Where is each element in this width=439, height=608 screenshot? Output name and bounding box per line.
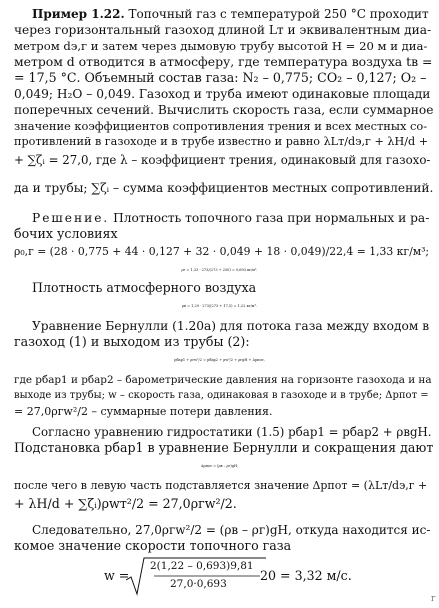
solution-line-1: Решение. Плотность топочного газа при нормальных и ра- (32, 211, 430, 225)
solution-line-4: Уравнение Бернулли (1.20а) для потока газа между входом в (32, 319, 430, 333)
example-line-11: да и трубы; ∑ζᵢ – сумма коэффициентов местных сопротивлений. (14, 181, 434, 195)
velocity-numerator: 2(1,22 – 0,693)9,81 (150, 560, 254, 572)
example-line-8: значение коэффициентов сопротивления трения и всех местных со- (14, 119, 428, 133)
solution-line-3: Плотность атмосферного воздуха (32, 280, 257, 295)
solution-label: Решение. (32, 211, 110, 225)
example-line-10: + ∑ζᵢ = 27,0, где λ – коэффициент трения, одинаковый для газохо- (14, 153, 431, 167)
solution-line-8: = 27,0ρгw²/2 – суммарные потери давления. (14, 405, 273, 418)
example-line-1: Пример 1.22. Топочный газ с температурой 250 °С проходит (32, 7, 429, 21)
example-line-3: метром dэ,г и затем через дымовую трубу высотой H = 20 м и диа- (14, 39, 428, 53)
solution-line-10: Подстановка pбар1 в уравнение Бернулли и сокращения дают (14, 440, 434, 455)
example-line-7: поперечных сечений. Вычислить скорость газа, если суммарное (14, 103, 434, 117)
solution-line-11: после чего в левую часть подставляется значение Δpпот = (λLт/dэ,г + (14, 479, 428, 492)
equation-pressure-loss: Δpпот = (ρв – ρг)gH, (200, 464, 239, 468)
example-line-9: противлений в газоходе и в трубе известно и равно λLт/dэ,г + λH/d + (14, 135, 429, 148)
solution-line-7: выходе из трубы; w – скорость газа, одинаковая в газоходе и в трубе; Δpпот = (14, 390, 429, 401)
equation-gas-density-normal: ρ₀,г = (28 · 0,775 + 44 · 0,127 + 32 · 0,049 + 18 · 0,049)/22,4 = 1,33 кг/м³; (14, 245, 430, 258)
velocity-lhs: w = (104, 568, 130, 583)
equation-gas-density-working: ρг = 1,33 · 273/(273 + 250) = 0,693 кг/м³. (181, 268, 258, 272)
equation-velocity (104, 556, 352, 596)
example-line-5: = 17,5 °С. Объемный состав газа: N₂ – 0,775; CO₂ – 0,127; O₂ – (14, 70, 427, 85)
equation-bernoulli: pбар1 + ρгw²/2 = pбар2 + ρw²/2 + ρгgH + Δpпот, (174, 358, 265, 362)
solution-line-5: газоход (1) и выходом из трубы (2): (14, 334, 250, 349)
solution-line-6: где pбар1 и pбар2 – барометрические давления на горизонте газохода и на (14, 374, 432, 386)
equation-air-density: ρв = 1,29 · 273/(273 + 17,5) = 1,22 кг/м³. (181, 304, 258, 308)
example-line-4: метром d отводится в атмосферу, где температура воздуха tв = (14, 54, 433, 69)
solution-line-12: + λH/d + ∑ζᵢ)ρwт²/2 = 27,0ρгw²/2. (14, 496, 237, 511)
solution-line-2: бочих условиях (14, 226, 118, 241)
example-line-6: 0,049; H₂O – 0,049. Газоход и труба имеют одинаковые площади (14, 87, 431, 101)
solution-line-13: Следовательно, 27,0ρгw²/2 = (ρв – ρг)gH, откуда находится ис- (32, 523, 431, 537)
example-label: Пример 1.22. (32, 7, 125, 21)
solution-line-9: Согласно уравнению гидростатики (1.5) pбар1 = pбар2 + ρвgH. (32, 425, 432, 439)
velocity-denominator: 27,0·0,693 (170, 578, 227, 590)
solution-line-14: комое значение скорости топочного газа (14, 538, 292, 553)
corner-mark: г (431, 594, 436, 604)
example-line-2: через горизонтальный газоход длиной Lт и эквивалентным диа- (14, 23, 432, 37)
velocity-rhs: 20 = 3,32 м/с. (260, 568, 352, 583)
